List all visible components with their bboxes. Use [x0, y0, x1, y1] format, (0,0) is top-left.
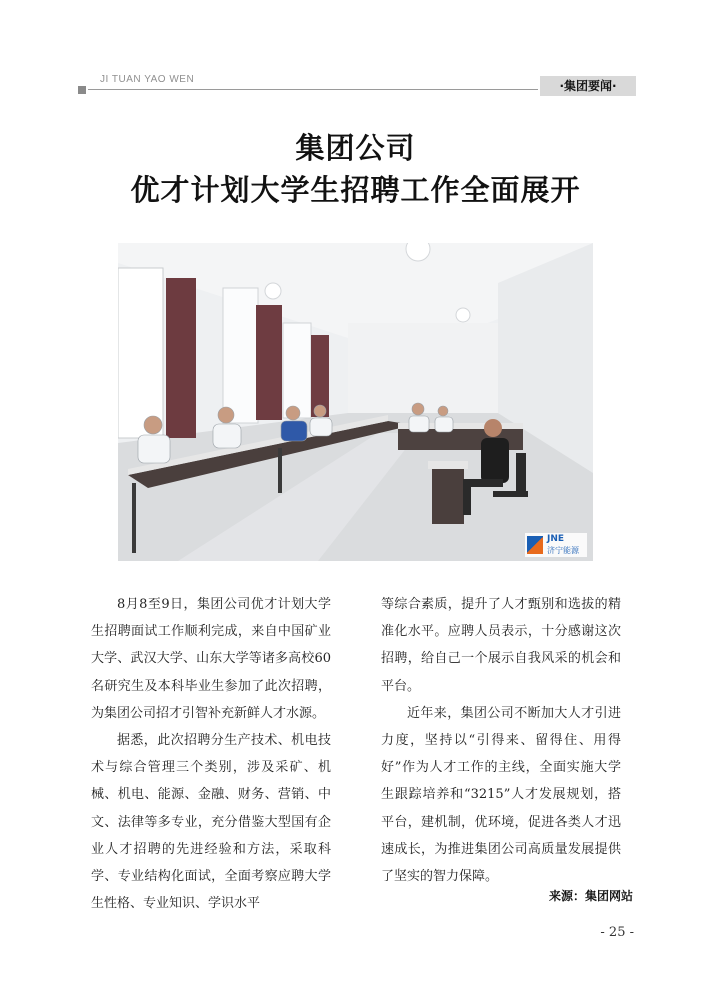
section-tag: ·集团要闻·	[540, 76, 636, 96]
interview-room-illustration	[118, 243, 593, 561]
article-left-column	[91, 591, 331, 917]
running-title: JI TUAN YAO WEN	[100, 74, 195, 85]
header-square-decoration	[78, 86, 86, 94]
article-photo	[118, 243, 593, 561]
article-title-line2: 优才计划大学生招聘工作全面展开	[130, 173, 581, 207]
paragraph: 近年来，集团公司不断加大人才引进力度，坚持以“引得来、留得住、用得好”作为人才工作的主线，全面实施大学生跟踪培养和“3215”人才发展规划，搭平台，建机制，优环境，促进各类人才迅速成长，为推进集团公司高质量发展提供了坚实的智力保障。	[381, 705, 621, 885]
jne-logo-mark	[527, 536, 543, 554]
article-title-line1: 集团公司	[295, 131, 416, 165]
article-right-column	[381, 591, 621, 890]
paragraph: 据悉，此次招聘分生产技术、机电技术与综合管理三个类别，涉及采矿、机械、机电、能源、金融、财务、营销、中文、法律等多专业，充分借鉴大型国有企业人才招聘的先进经验和方法，采取科学、专业结构化面试，全面考察应聘大学生性格、专业知识、学识水平	[91, 733, 331, 912]
jne-logo-abbr: JNE	[547, 534, 565, 544]
paragraph-continuation: 等综合素质，提升了人才甄别和选拔的精准化水平。应聘人员表示，十分感谢这次招聘，给自己一个展示自我风采的机会和平台。	[381, 597, 621, 694]
article-source: 来源：集团网站	[548, 889, 633, 903]
jne-logo	[525, 533, 587, 557]
paragraph: 8月8至9日，集团公司优才计划大学生招聘面试工作顺利完成，来自中国矿业大学、武汉大学、山东大学等诸多高校60名研究生及本科毕业生参加了此次招聘，为集团公司招才引智补充新鲜人才水源。	[91, 597, 331, 721]
jne-logo-text: 济宁能源	[547, 546, 579, 555]
page-number: - 25 -	[600, 925, 634, 940]
header-rule	[88, 89, 538, 90]
